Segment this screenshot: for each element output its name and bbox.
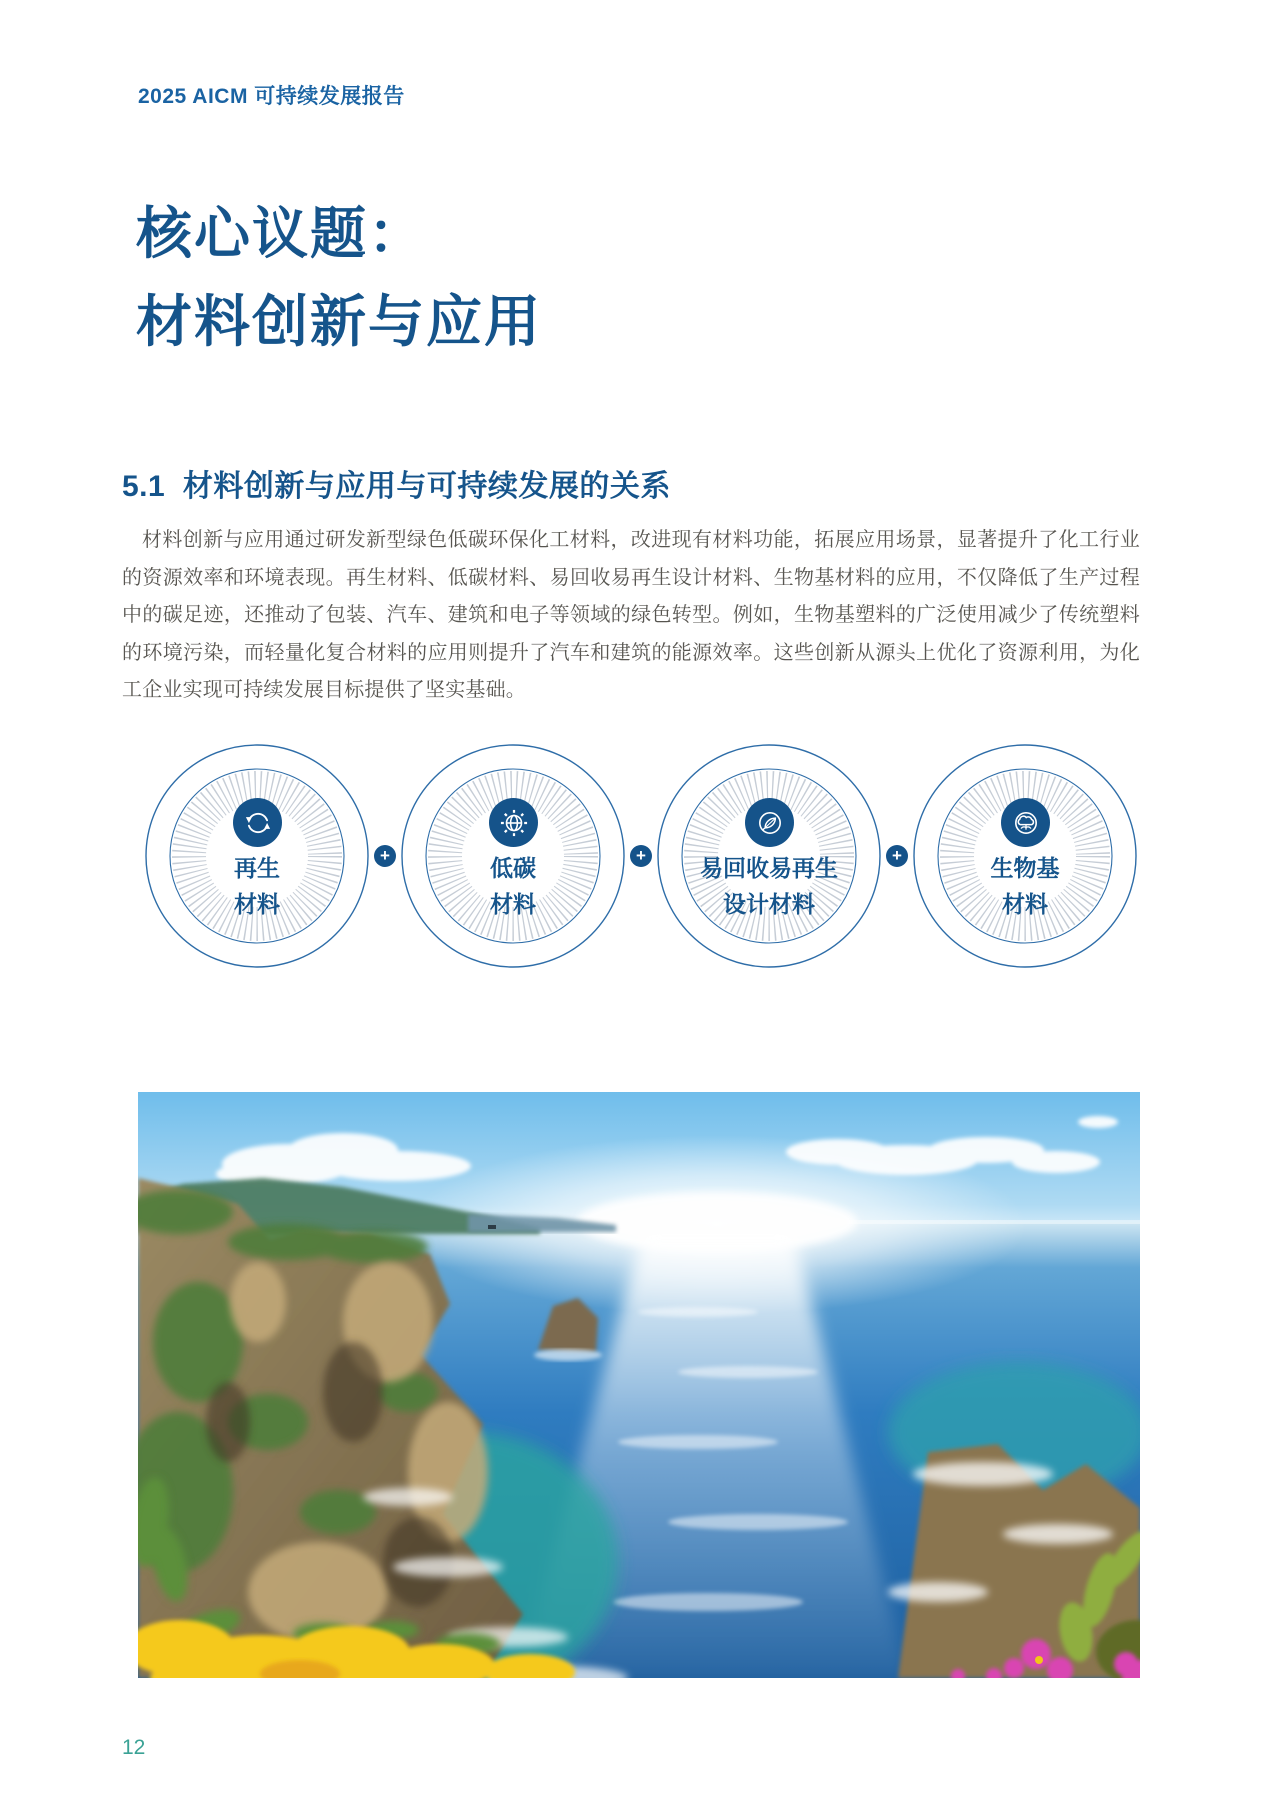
material-label: 生物基 材料 bbox=[990, 855, 1060, 917]
section-paragraph: 材料创新与应用通过研发新型绿色低碳环保化工材料，改进现有材料功能，拓展应用场景，显著提升了化工行业的资源效率和环境表现。再生材料、低碳材料、易回收易再生设计材料、生物基材料的应用，不仅降低了生产过程中的碳足迹，还推动了包装、汽车、建筑和电子等领域的绿色转型。例如，生物基塑料的广泛使用减少了传统塑料的环境污染，而轻量化复合材料的应用则提升了汽车和建筑的能源效率。这些创新从源头上优化了资源利用，为化工企业实现可持续发展目标提供了坚实基础。 bbox=[122, 529, 1140, 702]
report-header: 2025 AICM 可持续发展报告 bbox=[138, 85, 405, 108]
plus-connector-icon: + bbox=[374, 845, 396, 867]
page-number: 12 bbox=[122, 1736, 146, 1759]
page-title bbox=[136, 190, 542, 366]
plus-connector-icon: + bbox=[886, 845, 908, 867]
material-item-low-carbon bbox=[399, 742, 627, 970]
plus-connector-icon: + bbox=[630, 845, 652, 867]
material-item-design-for-recycling bbox=[655, 742, 883, 970]
coastal-seascape-photo bbox=[138, 1092, 1140, 1678]
material-label: 再生 材料 bbox=[234, 855, 280, 917]
material-item-bio-based bbox=[911, 742, 1139, 970]
section-heading: 5.1 材料创新与应用与可持续发展的关系 bbox=[122, 470, 671, 503]
low-carbon-globe-gear-icon bbox=[489, 798, 538, 847]
page-title-line1: 核心议题： bbox=[136, 202, 426, 265]
recycle-icon bbox=[233, 798, 282, 847]
cotton-bio-icon bbox=[1001, 798, 1050, 847]
coastal-seascape-illustration bbox=[138, 1092, 1140, 1678]
material-label: 低碳 材料 bbox=[490, 855, 536, 917]
material-item-recycled bbox=[143, 742, 371, 970]
page-title-line2: 材料创新与应用 bbox=[136, 290, 542, 353]
material-label: 易回收易再生 设计材料 bbox=[700, 855, 838, 917]
leaf-circle-icon bbox=[745, 798, 794, 847]
